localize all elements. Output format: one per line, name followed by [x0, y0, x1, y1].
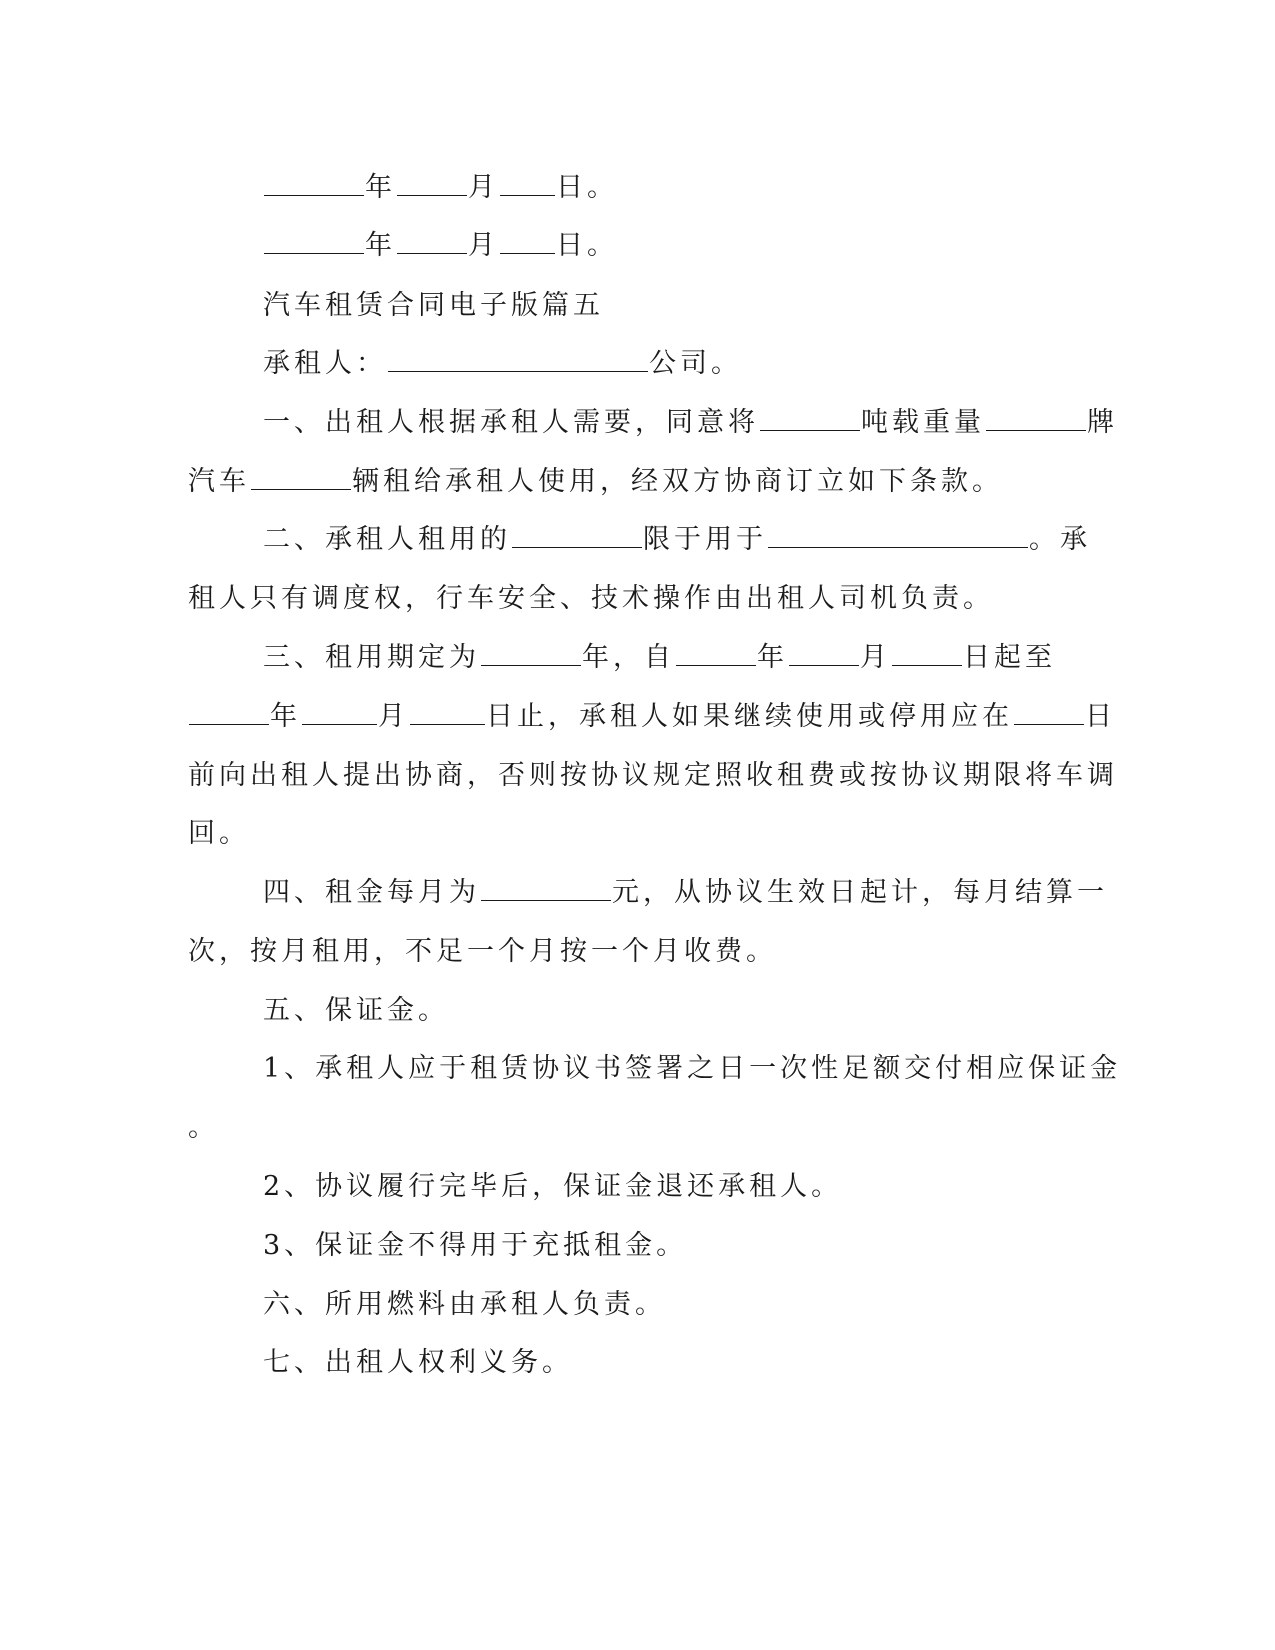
- usage-blank: [768, 523, 1028, 548]
- clause-text: 元，从协议生效日起计，每月结算一: [612, 877, 1108, 908]
- clause-text: 月: [378, 701, 409, 732]
- clause2-line1: [263, 522, 1091, 558]
- clause4-line2: 次，按月租用，不足一个月按一个月收费。: [188, 936, 777, 967]
- clause5-item3: 3、保证金不得用于充抵租金。: [263, 1230, 688, 1261]
- clause-text: 限于用于: [643, 524, 767, 555]
- day-blank: [500, 171, 555, 196]
- clause7: 七、出租人权利义务。: [263, 1347, 573, 1378]
- clause-text: 日起至: [963, 642, 1056, 673]
- clause-text: 年: [757, 642, 788, 673]
- lessee-suffix: 公司。: [649, 348, 742, 379]
- lessee-line: [263, 346, 742, 382]
- clause-text: 年: [270, 701, 301, 732]
- lessee-label: 承租人：: [263, 348, 387, 379]
- clause-text: 牌: [1087, 407, 1118, 438]
- month-blank: [397, 171, 467, 196]
- monthly-rent-blank: [481, 876, 611, 901]
- clause1-line2: [188, 464, 1003, 500]
- month-blank: [397, 229, 467, 254]
- clause4-line1: [263, 875, 1108, 911]
- section-title: 汽车租赁合同电子版篇五: [263, 290, 604, 321]
- clause-text: 汽车: [188, 466, 250, 497]
- clause5-item1-end: 。: [188, 1112, 219, 1143]
- lessee-blank: [388, 347, 648, 372]
- clause3-line1: [263, 640, 1056, 676]
- date-line-2: [263, 228, 618, 264]
- vehicle-blank: [512, 523, 642, 548]
- clause5-item2: 2、协议履行完毕后，保证金退还承租人。: [263, 1171, 843, 1202]
- clause-text: 月: [860, 642, 891, 673]
- date-line-1: [263, 170, 618, 206]
- clause-text: 一、出租人根据承租人需要，同意将: [263, 407, 759, 438]
- year-blank: [264, 229, 364, 254]
- day-blank: [500, 229, 555, 254]
- brand-blank: [986, 406, 1086, 431]
- clause-text: 二、承租人租用的: [263, 524, 511, 555]
- end-day-blank: [410, 700, 485, 725]
- start-day-blank: [892, 641, 962, 666]
- start-year-blank: [676, 641, 756, 666]
- vehicle-count-blank: [251, 465, 351, 490]
- clause1-line1: [263, 405, 1118, 441]
- year-blank: [264, 171, 364, 196]
- clause-text: 年，自: [582, 642, 675, 673]
- start-month-blank: [789, 641, 859, 666]
- month-label: 月: [468, 172, 499, 203]
- clause-text: 日: [1085, 701, 1116, 732]
- clause-text: 辆租给承租人使用，经双方协商订立如下条款。: [352, 466, 1003, 497]
- clause-text: 。承: [1029, 524, 1091, 555]
- day-label: 日。: [556, 172, 618, 203]
- clause3-line4: 回。: [188, 818, 250, 849]
- end-month-blank: [302, 700, 377, 725]
- clause-text: 三、租用期定为: [263, 642, 480, 673]
- clause2-line2: 租人只有调度权，行车安全、技术操作由出租人司机负责。: [188, 583, 994, 614]
- end-year-blank: [189, 700, 269, 725]
- clause6: 六、所用燃料由承租人负责。: [263, 1289, 666, 1320]
- day-label: 日。: [556, 230, 618, 261]
- year-label: 年: [365, 172, 396, 203]
- clause3-line3: 前向出租人提出协商，否则按协议规定照收租费或按协议期限将车调: [188, 760, 1118, 791]
- tonnage-blank: [760, 406, 860, 431]
- clause-text: 日止，承租人如果继续使用或停用应在: [486, 701, 1013, 732]
- month-label: 月: [468, 230, 499, 261]
- notice-day-blank: [1014, 700, 1084, 725]
- clause5-item1: 1、承租人应于租赁协议书签署之日一次性足额交付相应保证金: [263, 1053, 1122, 1084]
- clause-text: 四、租金每月为: [263, 877, 480, 908]
- clause5-title: 五、保证金。: [263, 995, 449, 1026]
- clause3-line2: [188, 699, 1116, 735]
- year-label: 年: [365, 230, 396, 261]
- term-years-blank: [481, 641, 581, 666]
- clause-text: 吨载重量: [861, 407, 985, 438]
